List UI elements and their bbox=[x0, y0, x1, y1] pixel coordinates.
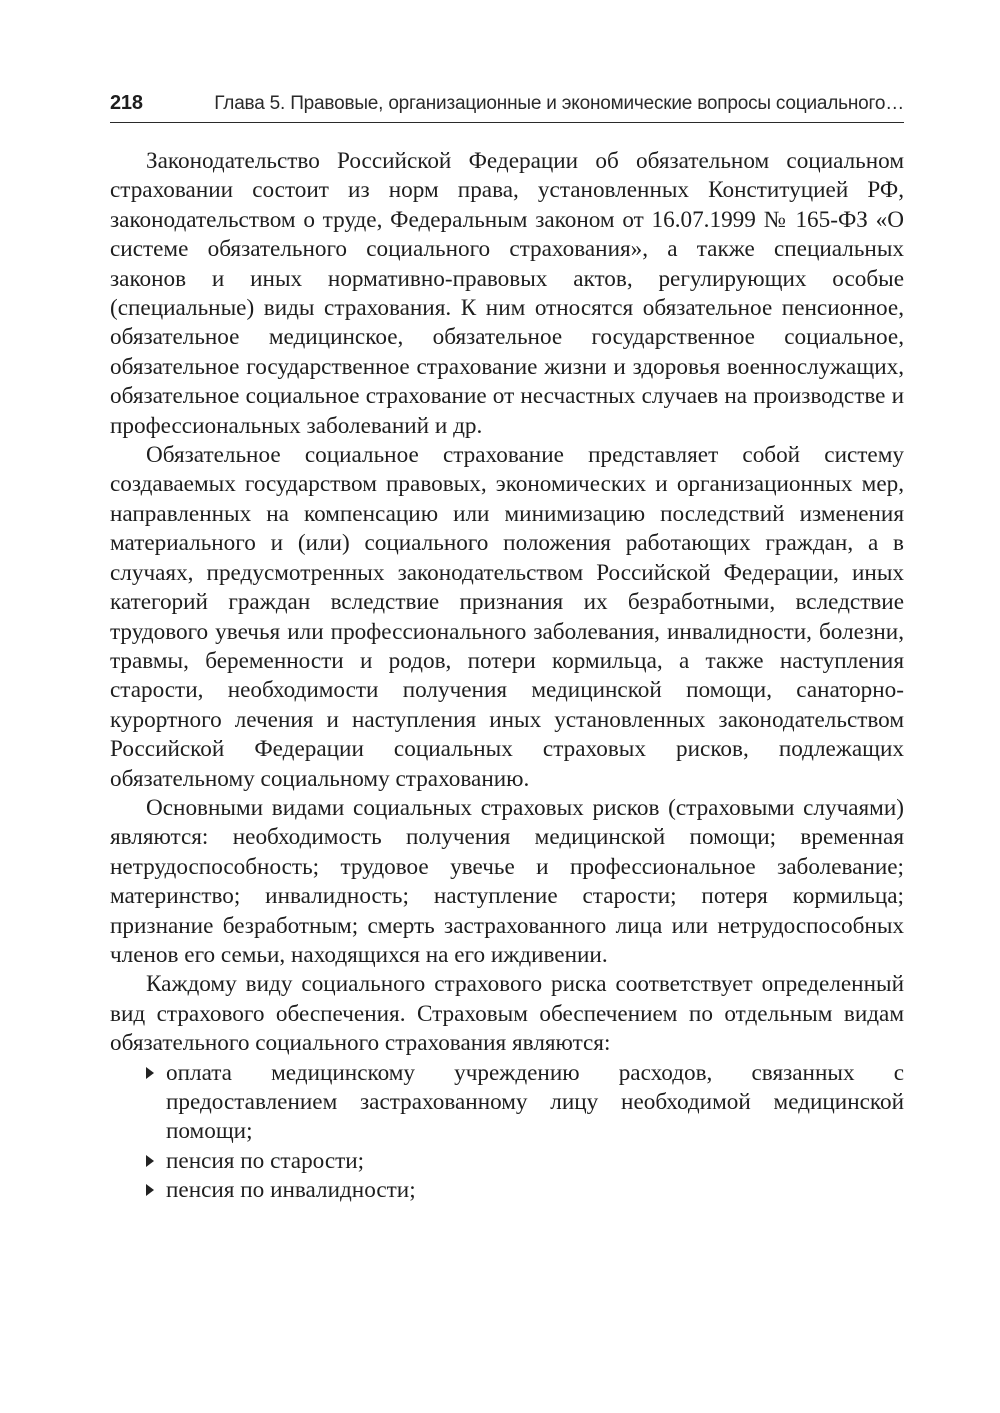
list-item-text: пенсия по старости; bbox=[166, 1147, 365, 1174]
chapter-title: Глава 5. Правовые, организационные и экономические вопросы социального… bbox=[214, 93, 904, 114]
list-item bbox=[110, 1059, 904, 1147]
paragraph: Каждому виду социального страхового риска соответствует определенный вид страхового обеспечения. Страховым обеспечением по отдельным видам обязательного социального страхования являются: bbox=[110, 971, 904, 1057]
paragraph: Обязательное социальное страхование представляет собой систему создаваемых государством правовых, экономических и организационных мер, направленных на компенсацию или минимизацию последствий изменения материального и (или) социального положения работающих граждан, а в случаях, предусмотренных законодательством Российской Федерации, иных категорий граждан вследствие признания их безработными, вследствие трудового увечья или профессионального заболевания, инвалидности, болезни, травмы, беременности и родов, потери кормильца, а также наступления старости, необходимости получения медицинской помощи, санаторно-курортного лечения и наступления иных установленных законодательством Российской Федерации социальных страховых рисков, подлежащих обязательному социальному страхованию. bbox=[110, 442, 904, 792]
paragraph: Законодательство Российской Федерации об обязательном социальном страховании состоит из норм права, установленных Конституцией РФ, законодательством о труде, Федеральным законом от 16.07.1999 № 165-ФЗ «О системе обязательного социального страхования», а также специальных законов и иных нормативно-правовых актов, регулирующих особые (специальные) виды страхования. К ним относятся обязательное пенсионное, обязательное медицинское, обязательное государственное социальное, обязательное государственное страхование жизни и здоровья военнослужащих, обязательное социальное страхование от несчастных случаев на производстве и профессиональных заболеваний и др. bbox=[110, 148, 904, 439]
triangle-right-icon bbox=[146, 1184, 154, 1196]
paragraph: Основными видами социальных страховых рисков (страховыми случаями) являются: необходимость получения медицинской помощи; временная нетрудоспособность; трудовое увечье и профессиональное заболевание; материнство; инвалидность; наступление старости; потеря кормильца; признание безработным; смерть застрахованного лица или нетрудоспособных членов его семьи, находящихся на его иждивении. bbox=[110, 794, 904, 968]
running-header bbox=[110, 92, 904, 123]
triangle-right-icon bbox=[146, 1067, 154, 1079]
list-item bbox=[110, 1176, 904, 1205]
list-item-text: пенсия по инвалидности; bbox=[166, 1177, 416, 1204]
triangle-right-icon bbox=[146, 1155, 154, 1167]
bullet-list bbox=[110, 1059, 904, 1206]
list-item-text: оплата медицинскому учреждению расходов, связанных с предоставлением застрахованному лицу необходимой медицинской помощи; bbox=[166, 1059, 904, 1145]
book-page bbox=[110, 92, 904, 1206]
body-text bbox=[110, 147, 904, 1206]
page-number: 218 bbox=[110, 92, 143, 114]
list-item bbox=[110, 1147, 904, 1176]
